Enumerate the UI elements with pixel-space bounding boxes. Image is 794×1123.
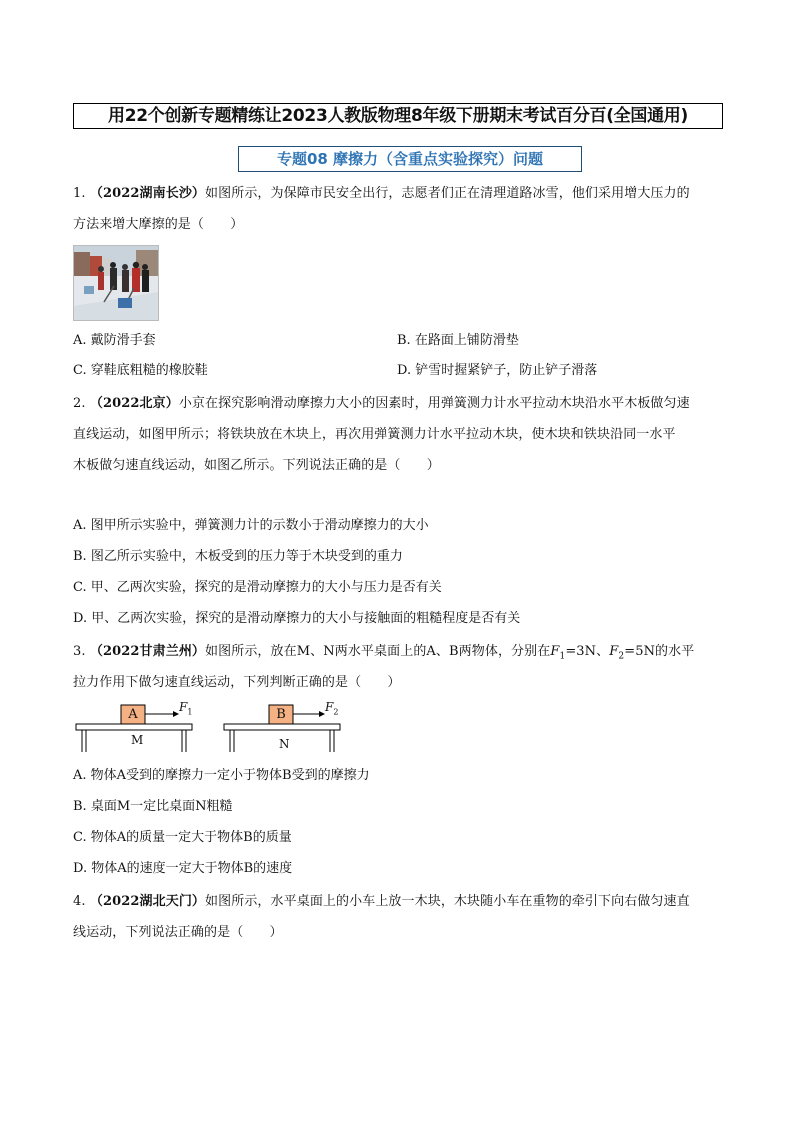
question-2-line-1: 2. （2022北京）小京在探究影响滑动摩擦力大小的因素时，用弹簧测力计水平拉动木块沿水平木板做匀速 bbox=[73, 396, 690, 411]
question-3-line-1: 3. （2022甘肃兰州）如图所示，放在M、N两水平桌面上的A、B两物体，分别在$F_1=3N$、$F_2=5N$的水平 bbox=[73, 644, 695, 662]
topic-title: 专题08 摩擦力（含重点实验探究）问题 bbox=[238, 146, 582, 172]
question-1-option-d: D. 铲雪时握紧铲子，防止铲子滑落 bbox=[397, 363, 598, 378]
block-b-label: B bbox=[276, 707, 286, 722]
question-1-option-c: C. 穿鞋底粗糙的橡胶鞋 bbox=[73, 363, 208, 378]
question-2-option-c: C. 甲、乙两次实验，探究的是滑动摩擦力的大小与压力是否有关 bbox=[73, 580, 442, 595]
question-2-option-b: B. 图乙所示实验中，木板受到的压力等于木块受到的重力 bbox=[73, 549, 403, 564]
question-1-line-1: 1. （2022湖南长沙）如图所示，为保障市民安全出行，志愿者们正在清理道路冰雪，他们采用增大压力的 bbox=[73, 186, 690, 201]
question-1-option-b: B. 在路面上铺防滑垫 bbox=[397, 333, 519, 348]
table-n-label: N bbox=[279, 737, 290, 751]
question-4-line-1: 4. （2022湖北天门）如图所示，水平桌面上的小车上放一木块，木块随小车在重物的牵引下向右做匀速直 bbox=[73, 894, 690, 909]
question-3-option-a: A. 物体A受到的摩擦力一定小于物体B受到的摩擦力 bbox=[73, 768, 370, 783]
force-f2-label: $F_2$ bbox=[325, 700, 339, 717]
question-3-figure bbox=[73, 700, 353, 756]
force-f1-label: $F_1$ bbox=[179, 700, 193, 717]
question-2-option-d: D. 甲、乙两次实验，探究的是滑动摩擦力的大小与接触面的粗糙程度是否有关 bbox=[73, 611, 521, 626]
question-1-option-a: A. 戴防滑手套 bbox=[73, 333, 156, 348]
question-2-option-a: A. 图甲所示实验中，弹簧测力计的示数小于滑动摩擦力的大小 bbox=[73, 518, 429, 533]
question-3-option-c: C. 物体A的质量一定大于物体B的质量 bbox=[73, 830, 292, 845]
question-4-line-2: 线运动，下列说法正确的是（ ） bbox=[73, 925, 283, 940]
question-3-option-b: B. 桌面M一定比桌面N粗糙 bbox=[73, 799, 233, 814]
question-3-option-d: D. 物体A的速度一定大于物体B的速度 bbox=[73, 861, 293, 876]
question-3-line-2: 拉力作用下做匀速直线运动，下列判断正确的是（ ） bbox=[73, 675, 401, 690]
table-m-label: M bbox=[131, 733, 144, 747]
block-a-label: A bbox=[128, 707, 138, 722]
question-2-line-2: 直线运动，如图甲所示；将铁块放在木块上，再次用弹簧测力计水平拉动木块，使木块和铁块沿同一水平 bbox=[73, 427, 676, 442]
question-1-line-2: 方法来增大摩擦的是（ ） bbox=[73, 217, 244, 232]
question-2-line-3: 木板做匀速直线运动，如图乙所示。下列说法正确的是（ ） bbox=[73, 458, 440, 473]
snow-clearing-photo bbox=[73, 245, 159, 321]
page-title: 用22个创新专题精练让2023人教版物理8年级下册期末考试百分百(全国通用) bbox=[73, 103, 723, 129]
